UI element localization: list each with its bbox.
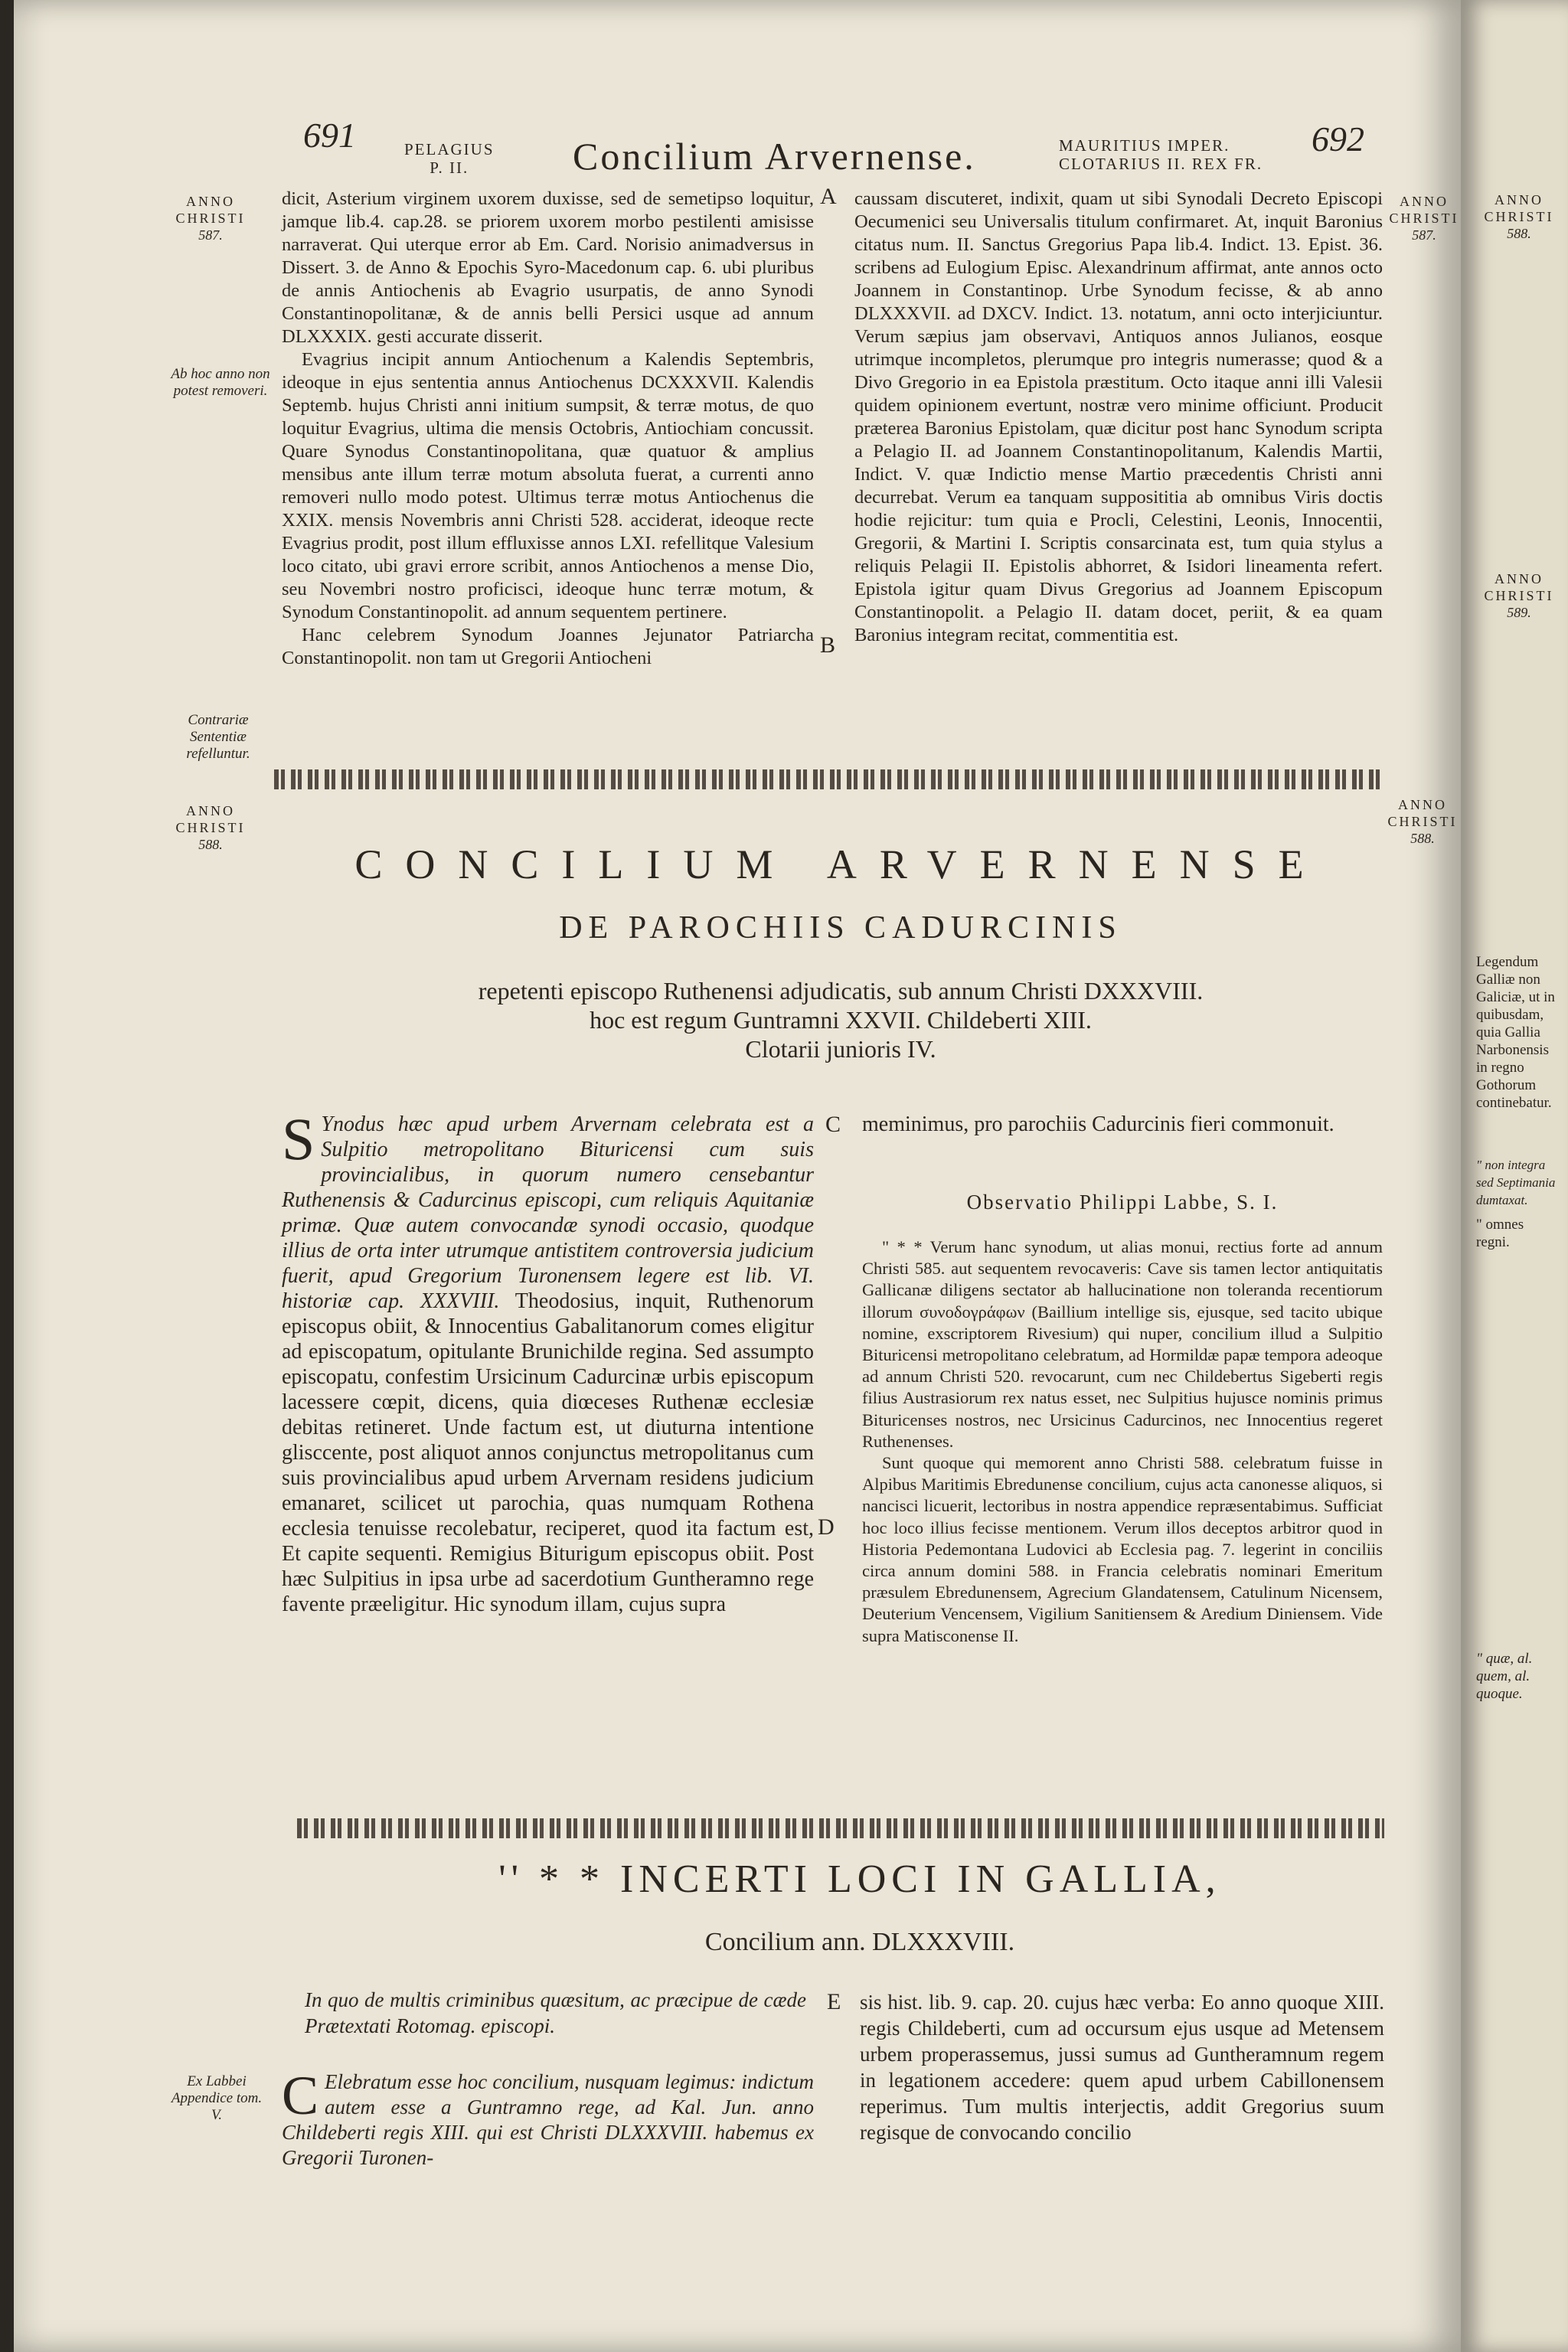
observatio-title: Observatio Philippi Labbe, S. I.: [966, 1191, 1279, 1214]
top-right-column: caussam discuteret, indixit, quam ut sibi Synodali Decreto Episcopi Oecumenici seu Universalis titulum confirmaret. At, inquit Baronius citatus num. II. Sanctus Gregorius Papa lib.4. Indict. 13. Epist. 36. scribens ad Eulogium Episc. Alexandrinum affirmat, ante annos octo Joannem in Constantinop. Urbe Synodum fecisse, & ab anno DLXXXVII. ad DXCV. Indict. 13. notatum, anni octo interjiciuntur. Verum sæpius jam observavi, Antiquos annos Julianos, eosque utrimque incompletos, plerumque pro integris numerasse; quod & a Divo Gregorio in ea Epistola præstitum. Octo itaque anni illi Valesii quidem opinionem evertunt, nostræ vero minime officiunt. Producit præterea Baronius Epistolam, quæ dicitur post hanc Synodum scripta a Pelagio II. ad Joannem Constantinopolitanum, Kalendis Martii, Indict. V. quæ Indictio mense Martio præcedentis Christi anni decurrebat. Verum ea tanquam supposititia ab omnibus Viris doctis hodie rejicitur: tum quia e Procli, Celestini, Leonis, Innocentii, Gregorii, & Martini I. Scriptis consarcinata est, tum quia stylus a reliquis Pelagii II. Epistolis abhorret, & Isidori lineamenta refert. Epistola igitur quam Divus Gregorius ad Joannem Episcopum Constantinopolit. a Pelagio II. datam docet, periit, & ea quam Baronius integram recitat, commentitia est.: [854, 188, 1383, 645]
section-letter-e: E: [827, 1989, 841, 2014]
margin-note-ex-labbei: Ex Labbei Appendice tom. V.: [171, 2073, 263, 2123]
council-left-column: S Ynodus hæc apud urbem Arvernam celebrata est a Sulpitio metropolitano Bituricensi cum suis provincialibus, in quorum numero censebantur Ruthenensis & Cadurcinus episcopi, cum reliquis Aquitaniæ primæ. Quæ autem convocandæ synodi occasio, quodque illius de orta inter utrumque antistitem controversia judicium fuerit, apud Gregorium Turonensem legere est lib. VI. historiæ cap. XXXVIII. Theodosius, inquit, Ruthenorum episcopus obiit, & Innocentius Gabalitanorum comes eligitur ad episcopatum, opitulante Brunichilde regina. Sed assumpto episcopatu, confestim Ursicinum Cadurcinæ urbis episcopum lacessere cœpit, dicens, quia diœceses Ruthenæ ecclesiæ debitas retineret. Unde factum est, ut diuturna intentione glisccente, post aliquot annos conjunctus metropolitanus cum suis provincialibus apud urbem Arvernam residens judicium emanaret, scilicet ut parochia, quas numquam Rothena ecclesia tenuisse recolebatur, reciperet, quod ita factum est, Et capite sequenti. Remigius Biturigum episcopus obiit. Post hæc Sulpitius in ipsa urbe ad sacerdotium Guntheramno rege favente præeligitur. Hic synodum illam, cujus supra: [282, 1106, 814, 1616]
drop-cap-c: C: [282, 2065, 319, 2126]
next-page-note-2: " non integra sed Septimania dumtaxat.: [1476, 1158, 1556, 1207]
running-title: Concilium Arvernense.: [573, 135, 976, 178]
next-page-note-4: " quæ, al. quem, al. quoque.: [1476, 1651, 1533, 1702]
council-subtitle: DE PAROCHIIS CADURCINIS: [559, 910, 1122, 946]
next-page-legendum-note: Legendum Galliæ non Galiciæ, ut in quibusdam, quia Gallia Narbonensis in regno Gothorum continebatur.: [1476, 954, 1555, 1111]
left-page-number: 691: [303, 116, 356, 155]
section-letter-a: A: [820, 184, 837, 209]
margin-anno-587-right: ANNO CHRISTI 587.: [1389, 194, 1459, 243]
drop-cap-s: S: [282, 1106, 315, 1172]
right-page-number: 692: [1312, 119, 1364, 158]
margin-anno-588-right: ANNO CHRISTI 588.: [1387, 797, 1458, 846]
right-running-head: MAURITIUS IMPER. CLOTARIUS II. REX FR.: [1059, 136, 1263, 173]
margin-note-abhoc: Ab hoc anno non potest removeri.: [171, 366, 270, 399]
margin-anno-587-left: ANNO CHRISTI 587.: [175, 194, 246, 243]
left-running-head: PELAGIUS P. II.: [404, 140, 495, 177]
next-page-anno-589: ANNO CHRISTI 589.: [1484, 571, 1554, 620]
section-letter-b: B: [820, 632, 836, 658]
incerti-left-heading: In quo de multis criminibus quæsitum, ac præcipue de cæde Prætextati Rotomag. episcopi.: [305, 1988, 806, 2037]
next-page-anno-588: ANNO CHRISTI 588.: [1484, 192, 1554, 241]
council-right-column: meminimus, pro parochiis Cadurcinis fieri commonuit.: [862, 1112, 1334, 1136]
incerti-title: '' * * INCERTI LOCI IN GALLIA,: [498, 1857, 1221, 1901]
observatio-text: " * * Verum hanc synodum, ut alias monui, rectius forte ad annum Christi 585. aut sequentem revocaveris: Cave sis tamen lector antiquitatis Gallicanæ diligens sectator ab hallucinatione non toleranda recentiorum illorum συνοδογράφων (Baillium intellige sis, ejusque, sed tacito ubique nomine, exscriptorem Rivesium) qui nuper, concilium illud a Sulpitio Bituricensi metropolitano celebratum, ad Hormildæ papæ tempora adeoque ad annum Christi 520. revocarunt, cum nec Childebertus Sigeberti regis filius Austrasiorum rex natus esset, nec Sulpitius hujusce nominis primus Bituricenses nostros, nec Ursicinus Cadurcinos, nec Innocentius regeret Ruthenenses. Sunt quoque qui memorent anno Christi 588. celebratum fuisse in Alpibus Maritimis Ebredunense concilium, cujus acta canonesse aliquos, si nancisci licuerit, lectoribus in nostra appendice repræsentabimus. Sufficiat hoc loco illius fecisse mentionem. Verum illos deceptos arbitror quod in Historia Pedemontana Ludovici ab Ecclesia pag. 7. legerint in conciliis circa annum domini 588. in Francia celebratis nominari Emeritum præsulem Ebredunensem, Agrecium Glandatensem, Catulinum Nicensem, Deuterium Vencensem, Vigilium Sanitiensem & Aredium Diniensem. Vide supra Matisconense II.: [862, 1237, 1383, 1645]
council-title: CONCILIUM ARVERNENSE: [354, 841, 1327, 887]
top-left-column: dicit, Asterium virginem uxorem duxisse, sed de semetipso loquitur, jamque lib.4. cap.28. se priorem uxorem morbo pestilenti amisisse narraverat. Qui uterque error ab Em. Card. Norisio animadversus in Dissert. 3. de Anno & Epochis Syro-Macedonum cap. 6. ubi pluribus de annis Antiochenis ab Evagrio usurpatis, de anno Synodi Constantinopolitanæ, & de annis belli Persici usque ad annum DLXXXIX. gesti accurate disserit. Evagrius incipit annum Antiochenum a Kalendis Septembris, ideoque in ejus sententia annus Antiochenus DCXXXVII. Kalendis Septemb. hujus Christi anni initium sumpsit, & terræ motus, de quo loquitur Evagrius, ultima die mensis Octobris, Antiochiam concussit. Quare Synodus Constantinopolitana, quæ quatuor & amplius mensibus ante illum terræ motum absoluta fuerat, a currenti anno removeri nullo modo potest. Ultimus terræ motus Antiochenus die XXIX. mensis Novembris anni Christi 528. acciderat, ideoque recte Evagrius prodit, post illum effluxisse annos LXI. refellitque Valesium loco citato, ubi gravi errore scribit, annos Antiochenos a mense Dio, seu Novembri nostro proficisci, ideoque hunc terræ motum, & Synodum Constantinopolit. ad annum sequentem pertinere. Hanc celebrem Synodum Joannes Jejunator Patriarcha Constantinopolit. non tam ut Gregorii Antiocheni: [282, 188, 814, 668]
margin-note-contrariae: Contrariæ Sententiæ refelluntur.: [186, 712, 250, 762]
facing-page-edge: [1461, 0, 1568, 2352]
ornament-divider-1: [274, 769, 1384, 789]
incerti-left-text: C Elebratum esse hoc concilium, nusquam legimus: indictum autem esse a Guntramno rege, ad Kal. Jun. anno Childeberti regis XIII. qui est Christi DLXXXVIII. habemus ex Gregorii Turonen-: [282, 2065, 814, 2169]
margin-anno-588-left: ANNO CHRISTI 588.: [175, 803, 246, 852]
incerti-subtitle: Concilium ann. DLXXXVIII.: [704, 1928, 1015, 1956]
book-page: [14, 0, 1461, 2352]
section-letter-d: D: [818, 1514, 835, 1540]
incerti-right-text: sis hist. lib. 9. cap. 20. cujus hæc verba: Eo anno quoque XIII. regis Childeberti, cum ad occursum ejus usque ad Metensem urbem properassemus, jussi sumus ad Guntheramnum regem in legationem accedere: quem apud urbem Cabillonensem reperimus. Tum multis interjectis, addit Gregorius suum regisque de convocando concilio: [860, 1991, 1384, 2144]
ornament-divider-2: [297, 1818, 1384, 1838]
council-description: repetenti episcopo Ruthenensi adjudicatis, sub annum Christi DXXXVIII. hoc est regum Guntramni XXVII. Childeberti XIII. Clotarii junioris IV.: [478, 977, 1204, 1063]
section-letter-c: C: [825, 1112, 841, 1137]
next-page-note-3: " omnes regni.: [1476, 1217, 1524, 1250]
